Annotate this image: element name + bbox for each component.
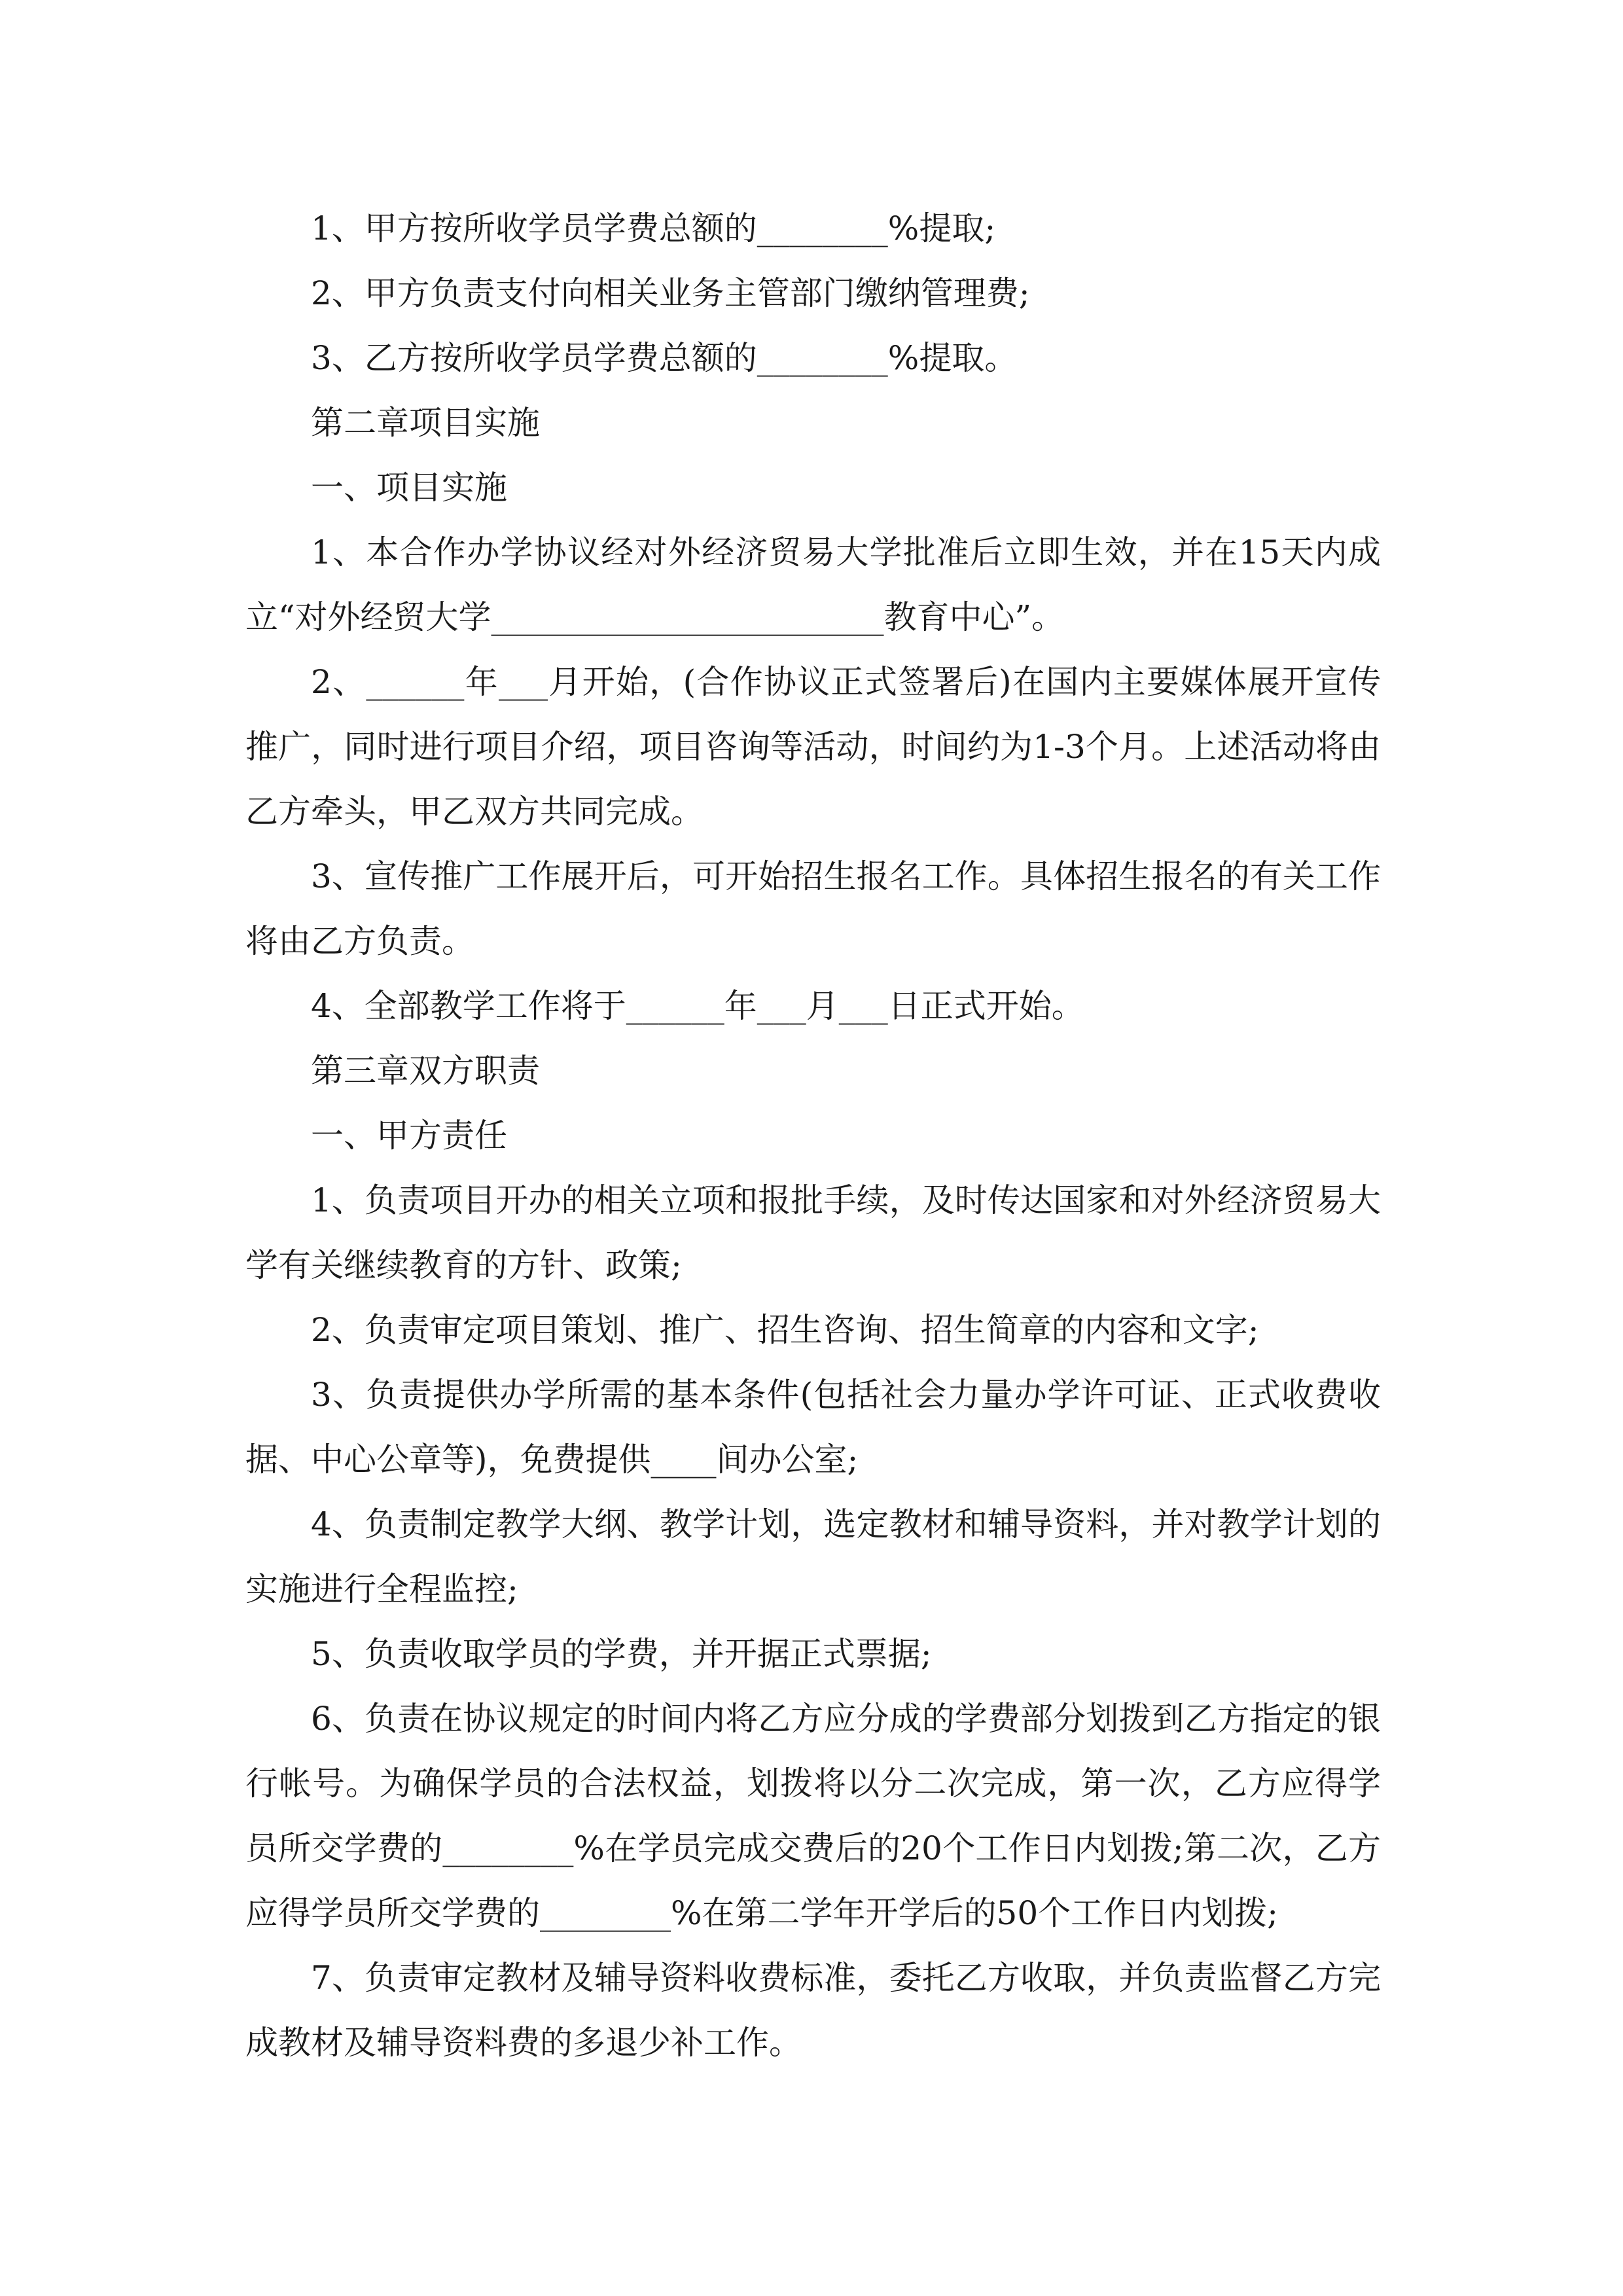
- clause-fee-share-party-a: 1、甲方按所收学员学费总额的________%提取;: [311, 209, 996, 247]
- clause-teaching-start: 4、全部教学工作将于______年___月___日正式开始。: [311, 987, 1084, 1025]
- duty-collect-fees: 5、负责收取学员的学费，并开据正式票据;: [311, 1635, 932, 1673]
- duty-fee-transfer: 6、负责在协议规定的时间内将乙方应分成的学费部分划拨到乙方指定的银行帐号。为确保学员的合法权益，划拨将以分二次完成，第一次，乙方应得学员所交学费的________%在学员完成交费后的20个工作日内划拨;第二次，乙方应得学员所交学费的________%在第二学年开学后的50个工作日内划拨;: [245, 1700, 1381, 1932]
- section-heading-implementation: 一、项目实施: [311, 469, 507, 507]
- duty-teaching-plan: 4、负责制定教学大纲、教学计划，选定教材和辅导资料，并对教学计划的实施进行全程监控;: [245, 1505, 1381, 1608]
- clause-fee-share-party-b: 3、乙方按所收学员学费总额的________%提取。: [311, 339, 1018, 377]
- section-heading-party-a: 一、甲方责任: [311, 1117, 507, 1155]
- clause-enrollment: 3、宣传推广工作展开后，可开始招生报名工作。具体招生报名的有关工作将由乙方负责。: [245, 857, 1381, 960]
- duty-provide-conditions: 3、负责提供办学所需的基本条件(包括社会力量办学许可证、正式收费收据、中心公章等)，免费提供____间办公室;: [245, 1376, 1381, 1479]
- clause-promotion-start: 2、______年___月开始，(合作协议正式签署后)在国内主要媒体展开宣传推广，同时进行项目介绍，项目咨询等活动，时间约为1-3个月。上述活动将由乙方牵头，甲乙双方共同完成。: [245, 663, 1381, 831]
- clause-management-fee: 2、甲方负责支付向相关业务主管部门缴纳管理费;: [311, 274, 1030, 312]
- chapter-heading-2: 第二章项目实施: [311, 404, 540, 442]
- duty-approval-procedures: 1、负责项目开办的相关立项和报批手续，及时传达国家和对外经济贸易大学有关继续教育的方针、政策;: [245, 1181, 1381, 1284]
- duty-review-content: 2、负责审定项目策划、推广、招生咨询、招生简章的内容和文字;: [311, 1311, 1259, 1349]
- chapter-heading-3: 第三章双方职责: [311, 1052, 540, 1090]
- document-body: [245, 196, 1381, 2075]
- clause-agreement-effective: 1、本合作办学协议经对外经济贸易大学批准后立即生效，并在15天内成立“对外经贸大学________________________教育中心”。: [245, 533, 1381, 636]
- duty-materials-fees: 7、负责审定教材及辅导资料收费标准，委托乙方收取，并负责监督乙方完成教材及辅导资料费的多退少补工作。: [245, 1959, 1381, 2062]
